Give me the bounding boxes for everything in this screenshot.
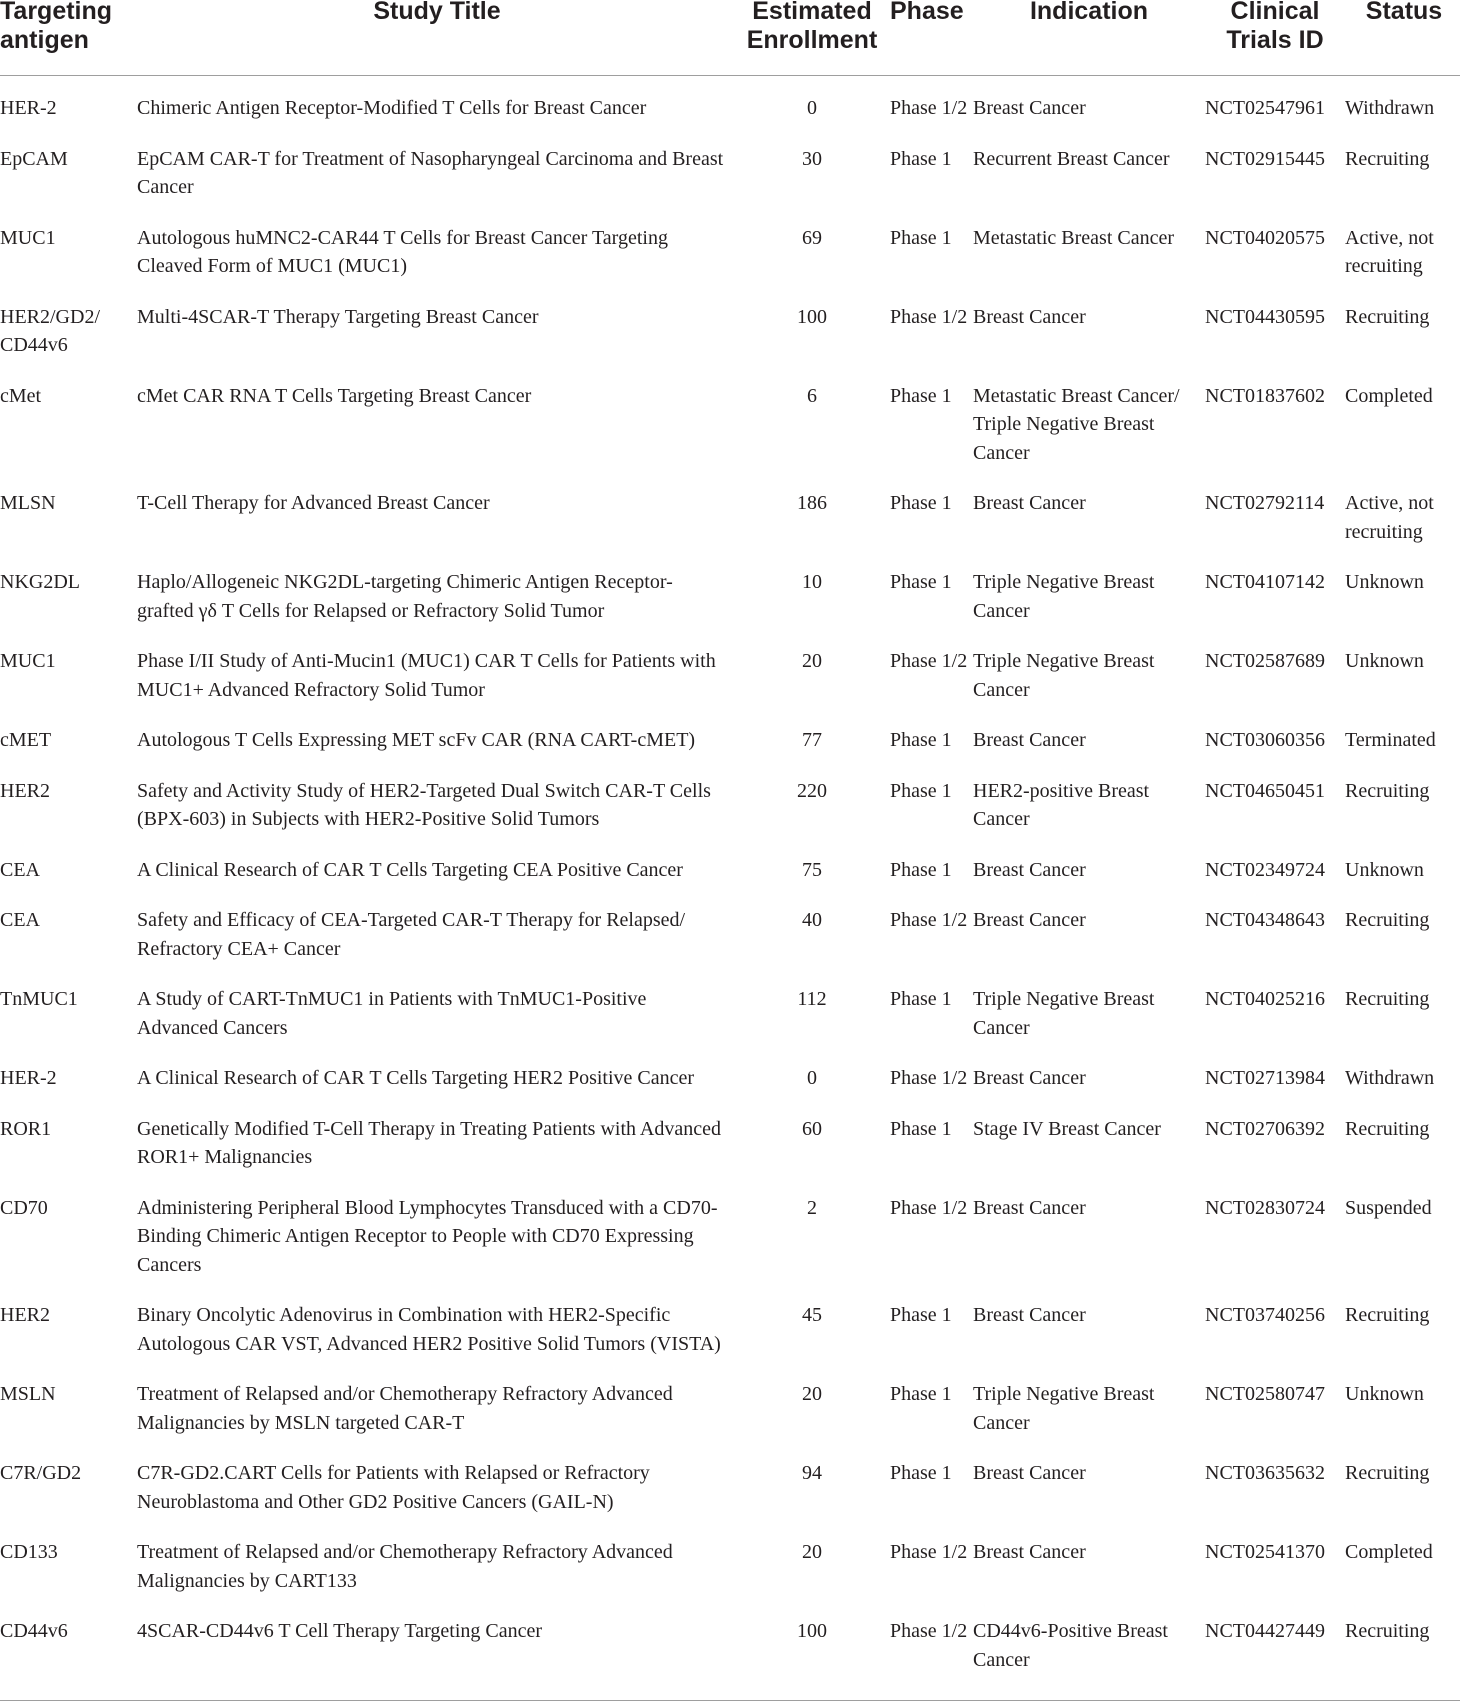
cell-targeting-antigen: CEA (0, 909, 40, 931)
cell-targeting-antigen: TnMUC1 (0, 988, 78, 1010)
header-clinical-trials-id: Clinical Trials ID (1205, 0, 1345, 76)
cell-study-title: Genetically Modified T-Cell Therapy in Treating Patients with Advanced ROR1+ Malignancies (137, 1117, 721, 1168)
cell-trial-id: NCT03740256 (1205, 1304, 1325, 1326)
cell-status: Active, not recruiting (1345, 492, 1434, 543)
cell-enrollment: 75 (802, 858, 822, 881)
cell-study-title: Safety and Efficacy of CEA-Targeted CAR-T Therapy for Relapsed/ Refractory CEA+ Cancer (137, 909, 686, 960)
cell-enrollment: 20 (802, 1541, 822, 1563)
cell-trial-id: NCT03635632 (1205, 1462, 1325, 1484)
cell-trial-id: NCT02706392 (1205, 1117, 1325, 1140)
cell-status: Completed (1345, 1541, 1433, 1563)
cell-phase: Phase 1 (890, 1117, 952, 1140)
table-row (0, 474, 1460, 553)
table-row (0, 711, 1460, 762)
cell-status: Recruiting (1345, 1602, 1460, 1701)
cell-indication: Breast Cancer (973, 909, 1086, 931)
cell-targeting-antigen: MSLN (0, 1383, 56, 1405)
cell-trial-id: NCT02349724 (1205, 858, 1325, 881)
table-row (0, 130, 1460, 209)
cell-targeting-antigen: MLSN (0, 492, 56, 514)
table-row (0, 841, 1460, 892)
cell-enrollment: 10 (802, 571, 822, 593)
table-row (0, 762, 1460, 841)
cell-targeting-antigen: cMET (0, 729, 52, 751)
cell-enrollment: 30 (802, 147, 822, 170)
cell-study-title: EpCAM CAR-T for Treatment of Nasopharyngeal Carcinoma and Breast Cancer (137, 147, 724, 198)
cell-indication: Triple Negative Breast Cancer (973, 1383, 1155, 1434)
cell-study-title: C7R-GD2.CART Cells for Patients with Relapsed or Refractory Neuroblastoma and Other GD2 Positive Cancers (GAIL-N) (137, 1462, 650, 1513)
table-header-row (0, 0, 1460, 76)
cell-targeting-antigen: EpCAM (0, 147, 68, 170)
cell-study-title: Autologous huMNC2-CAR44 T Cells for Breast Cancer Targeting Cleaved Form of MUC1 (MUC1) (137, 226, 668, 277)
header-study-title: Study Title (137, 0, 737, 76)
cell-study-title: T-Cell Therapy for Advanced Breast Cancer (137, 492, 490, 514)
cell-trial-id: NCT04107142 (1205, 571, 1325, 593)
cell-indication: Breast Cancer (973, 1196, 1086, 1219)
cell-indication: Breast Cancer (973, 1541, 1086, 1563)
cell-enrollment: 60 (802, 1117, 822, 1140)
cell-enrollment: 40 (802, 909, 822, 931)
cell-phase: Phase 1 (890, 492, 952, 514)
cell-enrollment: 20 (802, 650, 822, 672)
cell-study-title: A Clinical Research of CAR T Cells Targeting HER2 Positive Cancer (137, 1067, 695, 1089)
table-row (0, 288, 1460, 367)
cell-enrollment: 6 (807, 384, 817, 407)
table-row (0, 1365, 1460, 1444)
table-row (0, 1100, 1460, 1179)
cell-phase: Phase 1 (890, 147, 952, 170)
table-row (0, 1049, 1460, 1100)
cell-enrollment: 0 (807, 1067, 817, 1089)
cell-indication: Triple Negative Breast Cancer (973, 988, 1155, 1039)
cell-indication: Metastatic Breast Cancer/ Triple Negative Breast Cancer (973, 384, 1180, 464)
cell-indication: Recurrent Breast Cancer (973, 147, 1170, 170)
cell-status: Recruiting (1345, 779, 1430, 802)
cell-trial-id: NCT02792114 (1205, 492, 1325, 514)
header-status: Status (1345, 0, 1460, 76)
cell-study-title: cMet CAR RNA T Cells Targeting Breast Cancer (137, 384, 532, 407)
cell-status: Recruiting (1345, 988, 1430, 1010)
cell-status: Recruiting (1345, 147, 1430, 170)
cell-phase: Phase 1/2 (890, 97, 968, 119)
cell-trial-id: NCT02713984 (1205, 1067, 1325, 1089)
cell-enrollment: 100 (797, 305, 827, 328)
table-row (0, 1602, 1460, 1701)
cell-phase: Phase 1 (890, 988, 952, 1010)
cell-status: Unknown (1345, 571, 1424, 593)
table-row (0, 76, 1460, 130)
cell-study-title: Autologous T Cells Expressing MET scFv CAR (RNA CART-cMET) (137, 729, 696, 751)
cell-enrollment: 94 (802, 1462, 822, 1484)
cell-indication: Breast Cancer (973, 729, 1086, 751)
cell-study-title: Phase I/II Study of Anti-Mucin1 (MUC1) CAR T Cells for Patients with MUC1+ Advanced Refractory Solid Tumor (137, 650, 716, 701)
cell-indication: Breast Cancer (973, 1462, 1086, 1484)
cell-study-title: A Study of CART-TnMUC1 in Patients with TnMUC1-Positive Advanced Cancers (137, 988, 647, 1039)
cell-status: Active, not recruiting (1345, 226, 1434, 277)
table-row (0, 891, 1460, 970)
cell-study-title: Haplo/Allogeneic NKG2DL-targeting Chimeric Antigen Receptor-grafted γδ T Cells for Relapsed or Refractory Solid Tumor (137, 571, 673, 622)
cell-indication: Breast Cancer (973, 1067, 1086, 1089)
cell-status: Completed (1345, 384, 1433, 407)
header-indication: Indication (973, 0, 1205, 76)
cell-trial-id: NCT02541370 (1205, 1541, 1325, 1563)
cell-targeting-antigen: HER-2 (0, 97, 57, 119)
cell-indication: HER2-positive Breast Cancer (973, 779, 1150, 830)
cell-phase: Phase 1 (890, 858, 952, 881)
cell-trial-id: NCT02547961 (1205, 97, 1325, 119)
cell-study-title: Administering Peripheral Blood Lymphocytes Transduced with a CD70-Binding Chimeric Antigen Receptor to People with CD70 Expressing Cancers (137, 1196, 718, 1276)
cell-study-title: Multi-4SCAR-T Therapy Targeting Breast Cancer (137, 305, 539, 328)
cell-targeting-antigen: HER-2 (0, 1067, 57, 1089)
table-body (0, 76, 1460, 1701)
cell-phase: Phase 1 (890, 226, 952, 249)
cell-status: Withdrawn (1345, 1067, 1435, 1089)
table-row (0, 1444, 1460, 1523)
cell-indication: Metastatic Breast Cancer (973, 226, 1175, 249)
cell-indication: Breast Cancer (973, 858, 1086, 881)
cell-indication: Breast Cancer (973, 492, 1086, 514)
cell-status: Terminated (1345, 729, 1436, 751)
cell-enrollment: 69 (802, 226, 822, 249)
cell-phase: Phase 1 (890, 729, 952, 751)
cell-phase: Phase 1/2 (890, 1067, 968, 1089)
header-estimated-enrollment: Estimated Enrollment (737, 0, 887, 76)
cell-indication: Breast Cancer (973, 305, 1086, 328)
cell-phase: Phase 1/2 (890, 1541, 968, 1563)
cell-trial-id: NCT02580747 (1205, 1383, 1325, 1405)
cell-trial-id: NCT02587689 (1205, 650, 1325, 672)
cell-indication: Triple Negative Breast Cancer (973, 571, 1155, 622)
cell-enrollment: 112 (797, 988, 827, 1010)
cell-indication: Breast Cancer (973, 97, 1086, 119)
table-row (0, 632, 1460, 711)
cell-trial-id: NCT04427449 (1205, 1602, 1345, 1701)
cell-enrollment: 45 (802, 1304, 822, 1326)
cell-phase: Phase 1 (890, 384, 952, 407)
cell-trial-id: NCT02830724 (1205, 1196, 1325, 1219)
cell-targeting-antigen: HER2 (0, 1304, 50, 1326)
cell-targeting-antigen: CD44v6 (0, 1602, 137, 1701)
table-row (0, 553, 1460, 632)
header-phase: Phase (887, 0, 973, 76)
cell-phase: Phase 1/2 (890, 1196, 968, 1219)
cell-enrollment: 100 (737, 1602, 887, 1701)
cell-phase: Phase 1 (890, 1462, 952, 1484)
cell-targeting-antigen: cMet (0, 384, 42, 407)
cell-status: Unknown (1345, 650, 1424, 672)
cell-enrollment: 77 (802, 729, 822, 751)
cell-targeting-antigen: MUC1 (0, 226, 56, 249)
cell-trial-id: NCT04020575 (1205, 226, 1325, 249)
cell-targeting-antigen: HER2/GD2/ CD44v6 (0, 305, 100, 356)
cell-study-title: Chimeric Antigen Receptor-Modified T Cells for Breast Cancer (137, 97, 647, 119)
cell-status: Recruiting (1345, 1117, 1430, 1140)
cell-targeting-antigen: CEA (0, 858, 40, 881)
cell-status: Recruiting (1345, 909, 1430, 931)
table-row (0, 1523, 1460, 1602)
cell-status: Unknown (1345, 1383, 1424, 1405)
cell-indication: Stage IV Breast Cancer (973, 1117, 1161, 1140)
cell-trial-id: NCT03060356 (1205, 729, 1325, 751)
cell-enrollment: 2 (807, 1196, 817, 1219)
cell-phase: Phase 1 (890, 1304, 952, 1326)
cell-enrollment: 186 (797, 492, 827, 514)
cell-trial-id: NCT04650451 (1205, 779, 1325, 802)
table-row (0, 1286, 1460, 1365)
cell-indication: CD44v6-Positive Breast Cancer (973, 1602, 1205, 1701)
cell-phase: Phase 1 (890, 1383, 952, 1405)
cell-phase: Phase 1/2 (890, 305, 968, 328)
cell-study-title: 4SCAR-CD44v6 T Cell Therapy Targeting Cancer (137, 1602, 737, 1701)
cell-status: Recruiting (1345, 1304, 1430, 1326)
cell-phase: Phase 1 (890, 779, 952, 802)
cell-targeting-antigen: CD70 (0, 1196, 48, 1219)
cell-indication: Breast Cancer (973, 1304, 1086, 1326)
cell-trial-id: NCT04348643 (1205, 909, 1325, 931)
cell-targeting-antigen: C7R/GD2 (0, 1462, 82, 1484)
cell-study-title: A Clinical Research of CAR T Cells Targeting CEA Positive Cancer (137, 858, 683, 881)
cell-status: Unknown (1345, 858, 1424, 881)
cell-study-title: Binary Oncolytic Adenovirus in Combination with HER2-Specific Autologous CAR VST, Advanced HER2 Positive Solid Tumors (VISTA) (137, 1304, 721, 1355)
cell-targeting-antigen: CD133 (0, 1541, 58, 1563)
cell-phase: Phase 1/2 (887, 1602, 973, 1701)
header-targeting-antigen: Targeting antigen (0, 0, 137, 76)
cell-targeting-antigen: MUC1 (0, 650, 56, 672)
cell-status: Suspended (1345, 1196, 1432, 1219)
cell-phase: Phase 1/2 (890, 909, 968, 931)
table-row (0, 1179, 1460, 1287)
cell-targeting-antigen: HER2 (0, 779, 50, 802)
cell-status: Recruiting (1345, 305, 1430, 328)
table-row (0, 970, 1460, 1049)
cell-phase: Phase 1/2 (890, 650, 968, 672)
cell-trial-id: NCT04430595 (1205, 305, 1325, 328)
cell-study-title: Treatment of Relapsed and/or Chemotherapy Refractory Advanced Malignancies by MSLN targeted CAR-T (137, 1383, 673, 1434)
cell-study-title: Safety and Activity Study of HER2-Targeted Dual Switch CAR-T Cells (BPX-603) in Subjects with HER2-Positive Solid Tumors (137, 779, 711, 830)
cell-trial-id: NCT04025216 (1205, 988, 1325, 1010)
cell-trial-id: NCT02915445 (1205, 147, 1325, 170)
cell-targeting-antigen: NKG2DL (0, 571, 80, 593)
cell-indication: Triple Negative Breast Cancer (973, 650, 1155, 701)
cell-study-title: Treatment of Relapsed and/or Chemotherapy Refractory Advanced Malignancies by CART133 (137, 1541, 673, 1592)
table-row (0, 209, 1460, 288)
cell-enrollment: 0 (807, 97, 817, 119)
cell-phase: Phase 1 (890, 571, 952, 593)
cell-status: Recruiting (1345, 1462, 1430, 1484)
table-row (0, 367, 1460, 475)
cell-enrollment: 220 (797, 779, 827, 802)
cell-trial-id: NCT01837602 (1205, 384, 1325, 407)
cell-targeting-antigen: ROR1 (0, 1117, 52, 1140)
cell-enrollment: 20 (802, 1383, 822, 1405)
cell-status: Withdrawn (1345, 97, 1435, 119)
